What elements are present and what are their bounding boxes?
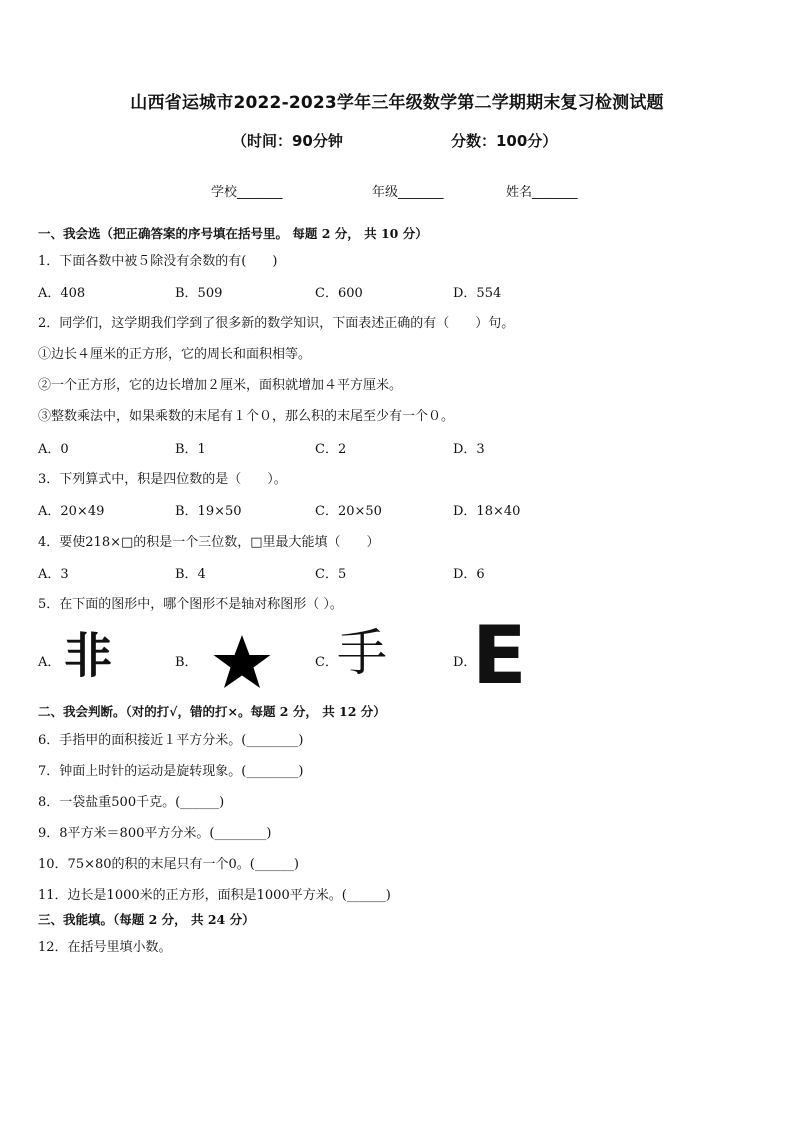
section-2-heading: 二、我会判断。（对的打√，错的打×。每题 2 分， 共 12 分） [38,704,386,719]
question-9: 9．8平方米＝800平方分米。(________) [38,826,272,841]
question-5: 5．在下面的图形中，哪个图形不是轴对称图形（ ）。 [38,597,343,612]
section-3-heading: 三、我能填。（每题 2 分， 共 24 分） [38,912,255,927]
star-icon [212,634,272,690]
question-6: 6．手指甲的面积接近１平方分米。(________) [38,733,304,748]
name-field: 姓名_______ [506,185,578,200]
question-8: 8．一袋盐重500千克。(______) [38,795,225,810]
question-1: 1．下面各数中被５除没有余数的有( ) [38,254,278,269]
q1-option-c: C．600 [315,286,363,301]
page-title: 山西省运城市2022-2023学年三年级数学第二学期期末复习检测试题 [130,93,664,113]
q4-option-b: B．4 [175,567,206,582]
q3-option-a: A．20×49 [38,504,105,519]
question-11: 11．边长是1000米的正方形，面积是1000平方米。(______) [38,888,391,903]
q2-option-d: D．3 [453,442,485,457]
section-1-heading: 一、我会选（把正确答案的序号填在括号里。 每题 2 分， 共 10 分） [38,226,428,241]
grade-field: 年级_______ [372,185,444,200]
question-12: 12．在括号里填小数。 [38,940,172,955]
question-2: 2．同学们，这学期我们学到了很多新的数学知识，下面表述正确的有（ ）句。 [38,316,515,331]
q2-statement-1: ①边长４厘米的正方形，它的周长和面积相等。 [38,347,312,362]
q5-option-b: B． [175,655,198,670]
q1-option-b: B．509 [175,286,223,301]
q3-option-c: C．20×50 [315,504,382,519]
q5-option-a: A． [38,655,61,670]
q2-option-a: A．0 [38,442,69,457]
figure-shou-character: 手 [337,624,387,682]
exam-score: 分数：100分） [451,132,558,150]
q3-option-b: B．19×50 [175,504,242,519]
q4-option-d: D．6 [453,567,485,582]
figure-fei-character: 非 [64,628,113,684]
school-field: 学校_______ [211,185,283,200]
q2-statement-3: ③整数乘法中，如果乘数的末尾有１个０，那么积的末尾至少有一个０。 [38,409,455,424]
q4-option-a: A．3 [38,567,69,582]
q1-option-d: D．554 [453,286,502,301]
question-7: 7．钟面上时针的运动是旋转现象。(________) [38,764,304,779]
q5-option-c: C． [315,655,338,670]
question-10: 10．75×80的积的末尾只有一个0。(______) [38,857,299,872]
q4-option-c: C．5 [315,567,347,582]
question-4: 4．要使218×□的积是一个三位数，□里最大能填（ ） [38,535,380,550]
figure-letter-e: E [472,609,527,702]
q2-statement-2: ②一个正方形，它的边长增加２厘米，面积就增加４平方厘米。 [38,378,403,393]
q3-option-d: D．18×40 [453,504,521,519]
q1-option-a: A．408 [38,286,86,301]
q2-option-b: B．1 [175,442,206,457]
q5-option-d: D． [453,655,477,670]
exam-time: （时间：90分钟 [232,132,343,150]
question-3: 3．下列算式中，积是四位数的是（ ）。 [38,472,287,487]
q2-option-c: C．2 [315,442,347,457]
